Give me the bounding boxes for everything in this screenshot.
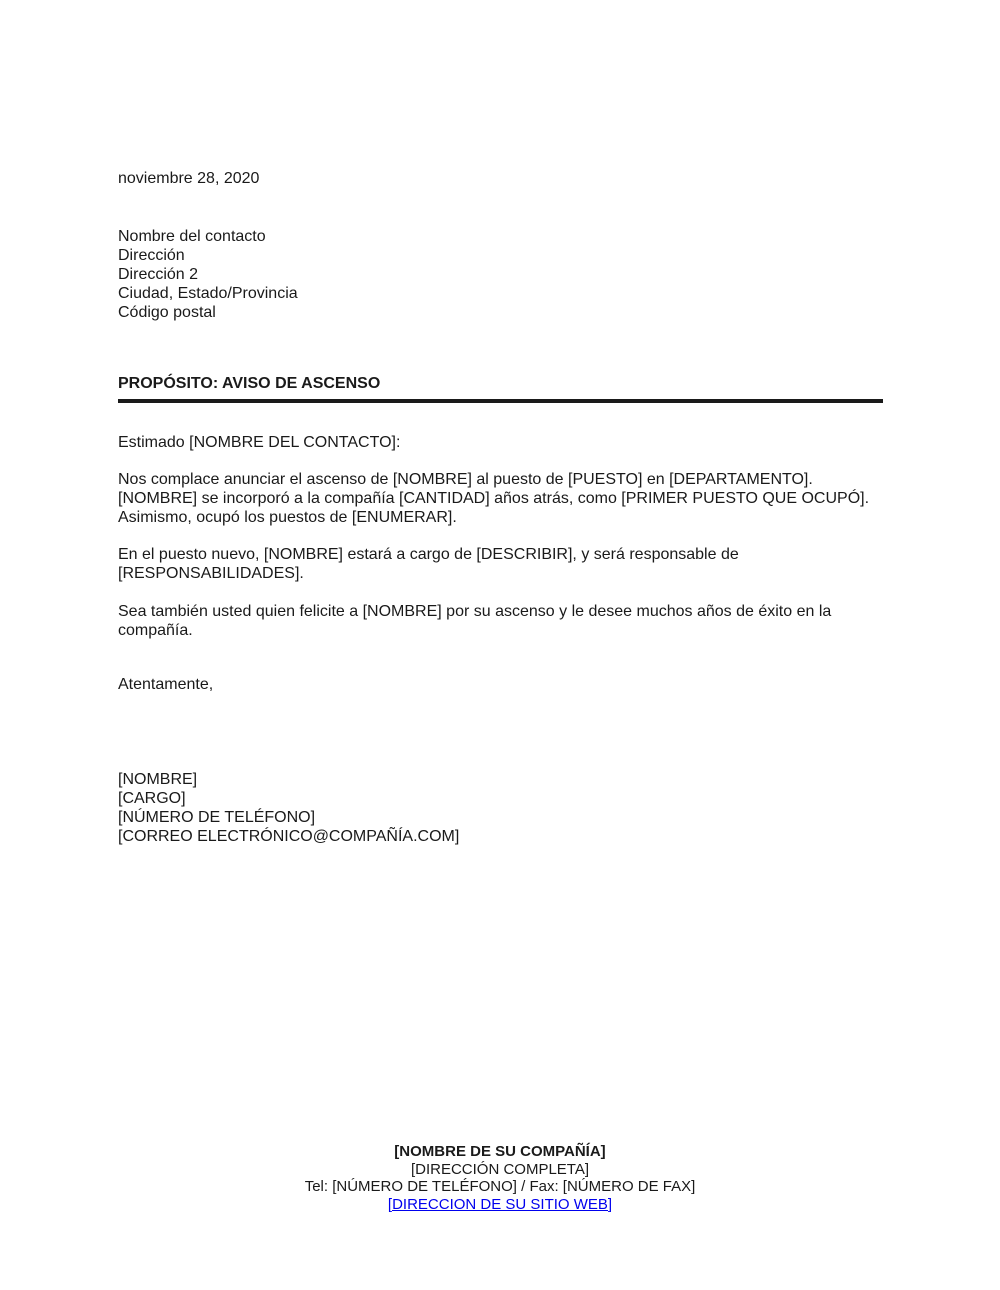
recipient-address-1: Dirección <box>118 247 185 264</box>
recipient-block <box>118 227 883 322</box>
signature-email: [CORREO ELECTRÓNICO@COMPAÑÍA.COM] <box>118 828 460 845</box>
salutation: Estimado [NOMBRE DEL CONTACTO]: <box>118 434 401 451</box>
footer <box>0 1143 1000 1213</box>
signature-name: [NOMBRE] <box>118 771 198 788</box>
letter-date: noviembre 28, 2020 <box>118 170 260 187</box>
signature-phone: [NÚMERO DE TELÉFONO] <box>118 809 316 826</box>
recipient-postal-code: Código postal <box>118 304 216 321</box>
subject-line: PROPÓSITO: AVISO DE ASCENSO <box>118 375 381 392</box>
recipient-city-state: Ciudad, Estado/Provincia <box>118 285 298 302</box>
body-paragraph-2: En el puesto nuevo, [NOMBRE] estará a cargo de [DESCRIBIR], y será responsable de [RESPONSABILIDADES]. <box>118 546 739 582</box>
body-paragraph-3: Sea también usted quien felicite a [NOMBRE] por su ascenso y le desee muchos años de éxito en la compañía. <box>118 603 832 639</box>
footer-address: [DIRECCIÓN COMPLETA] <box>410 1160 590 1178</box>
recipient-name: Nombre del contacto <box>118 228 266 245</box>
body-paragraph-1: Nos complace anunciar el ascenso de [NOMBRE] al puesto de [PUESTO] en [DEPARTAMENTO]. [NOMBRE] se incorporó a la compañía [CANTIDAD] años atrás, como [PRIMER PUESTO QUE OCUPÓ]. Asimismo, ocupó los puestos de [ENUMERAR]. <box>118 471 870 526</box>
footer-website-link[interactable]: [DIRECCION DE SU SITIO WEB] <box>387 1195 613 1213</box>
closing: Atentamente, <box>118 676 214 693</box>
signature-block <box>118 770 883 846</box>
footer-phone-fax: Tel: [NÚMERO DE TELÉFONO] / Fax: [NÚMERO DE FAX] <box>304 1178 696 1195</box>
footer-company-name: [NOMBRE DE SU COMPAÑÍA] <box>394 1143 606 1160</box>
signature-title: [CARGO] <box>118 790 186 807</box>
subject-divider <box>118 399 883 403</box>
recipient-address-2: Dirección 2 <box>118 266 199 283</box>
